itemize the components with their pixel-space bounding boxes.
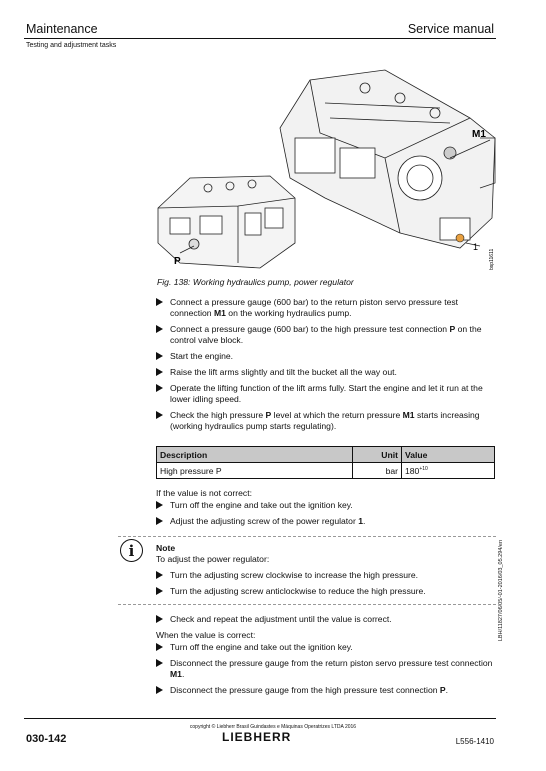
figure-code: bsp11611 (489, 248, 495, 270)
info-icon: i (120, 539, 143, 562)
step-item: Disconnect the pressure gauge from the high pressure test connection P. (156, 685, 496, 696)
bullet-icon (156, 411, 163, 419)
document-code: LBH/11827/06/05/-01-2016/03_05.294/en (498, 540, 504, 642)
bullet-icon (156, 643, 163, 651)
table-row (157, 463, 495, 479)
step-item: Disconnect the pressure gauge from the return piston servo pressure test connection M1. (156, 658, 496, 680)
label-p: P (174, 256, 181, 267)
bullet-icon (156, 517, 163, 525)
bullet-icon (156, 571, 163, 579)
note-intro: To adjust the power regulator: (156, 554, 270, 564)
page-number: 030-142 (26, 733, 67, 745)
label-m1: M1 (472, 129, 486, 140)
bullet-icon (156, 384, 163, 392)
col-unit: Unit (353, 447, 402, 463)
bullet-icon (156, 501, 163, 509)
step-item: Raise the lift arms slightly and tilt the bucket all the way out. (156, 367, 496, 378)
section-title: Testing and adjustment tasks (26, 42, 117, 49)
cell-unit: bar (353, 463, 402, 479)
step-item: Turn off the engine and take out the ignition key. (156, 500, 496, 511)
step-item: Adjust the adjusting screw of the power regulator 1. (156, 516, 496, 527)
copyright: copyright © Liebherr Brasil Guindastes e Máquinas Operatrizes LTDA 2016 (189, 724, 357, 730)
brand-logo: LIEBHERR (222, 730, 292, 744)
note-block (156, 554, 496, 602)
step-item: Check the high pressure P level at which the return pressure M1 starts increasing (working hydraulics pump starts regulating). (156, 410, 496, 432)
final-block (156, 614, 496, 701)
note-divider-top (118, 536, 496, 537)
step-item: Turn the adjusting screw clockwise to increase the high pressure. (156, 570, 496, 581)
bullet-icon (156, 587, 163, 595)
step-item: Operate the lifting function of the lift arms fully. Start the engine and let it run at the lower idling speed. (156, 383, 496, 405)
cell-value: $180^{+10}$ (402, 463, 495, 479)
pump-figure (150, 58, 500, 270)
label-one: 1 (473, 242, 479, 252)
header-manual: Service manual (407, 22, 494, 36)
footer-divider (24, 718, 496, 719)
step-item: Turn off the engine and take out the ignition key. (156, 642, 496, 653)
pressure-table (156, 446, 495, 479)
bullet-icon (156, 325, 163, 333)
bullet-icon (156, 615, 163, 623)
bullet-icon (156, 686, 163, 694)
col-description: Description (157, 447, 353, 463)
step-item: Turn the adjusting screw anticlockwise to reduce the high pressure. (156, 586, 496, 597)
step-item: Check and repeat the adjustment until the value is correct. (156, 614, 496, 625)
incorrect-intro: If the value is not correct: (156, 488, 253, 498)
model-number: L556-1410 (455, 737, 494, 746)
bullet-icon (156, 659, 163, 667)
correct-intro: When the value is correct: (156, 630, 256, 641)
figure-caption: Fig. 138: Working hydraulics pump, power regulator (157, 277, 354, 287)
note-divider-bottom (118, 604, 496, 605)
bullet-icon (156, 368, 163, 376)
step-item: Connect a pressure gauge (600 bar) to the return piston servo pressure test connection M1 on the working hydraulics pump. (156, 297, 496, 319)
col-value: Value (402, 447, 495, 463)
procedure-steps (156, 297, 496, 437)
cell-description: High pressure P (157, 463, 353, 479)
header-divider (24, 38, 496, 39)
bullet-icon (156, 298, 163, 306)
step-item: Connect a pressure gauge (600 bar) to the high pressure test connection P on the control valve block. (156, 324, 496, 346)
table-header-row (157, 447, 495, 463)
incorrect-block (156, 488, 496, 532)
note-title: Note (156, 543, 176, 553)
step-item: Start the engine. (156, 351, 496, 362)
header-title: Maintenance (26, 22, 98, 36)
bullet-icon (156, 352, 163, 360)
